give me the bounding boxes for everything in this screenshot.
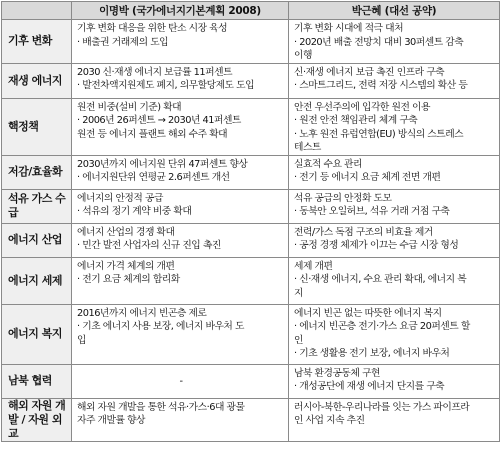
table-row xyxy=(2,98,500,155)
cell-line: 에너지 산업의 경쟁 확대 xyxy=(77,226,175,238)
cell-line: · 개성공단에 재생 에너지 단지를 구축 xyxy=(294,381,445,392)
cell-right xyxy=(289,398,500,441)
header-left: 이명박 (국가에너지기본계획 2008) xyxy=(72,2,289,20)
header-right: 박근혜 (대선 공약) xyxy=(289,2,500,20)
cell-left xyxy=(72,398,289,441)
table-row xyxy=(2,398,500,441)
row-category: 에너지 복지 xyxy=(2,304,72,364)
cell-line: 자주 개발률 향상 xyxy=(77,415,145,426)
table-row xyxy=(2,189,500,223)
cell-line: 원전 비중(설비 기준) 확대 xyxy=(77,101,182,113)
cell-line: 해외 자원 개발을 통한 석유·가스·6대 광물 xyxy=(77,401,245,413)
header-category xyxy=(2,2,72,20)
header-row xyxy=(2,2,500,20)
cell-line: · 전기 등 에너지 요금 체계 전면 개편 xyxy=(294,172,441,183)
cell-line: 기후 변화 대응을 위한 탄소 시장 육성 xyxy=(77,23,228,34)
cell-right xyxy=(289,304,500,364)
cell-line: · 2006년 26퍼센트 → 2030년 41퍼센트 xyxy=(77,115,241,126)
cell-left xyxy=(72,98,289,155)
cell-line: 입 xyxy=(77,334,86,346)
cell-line: 원전 등 에너지 플랜트 해외 수주 확대 xyxy=(77,128,228,140)
cell-line: - xyxy=(179,376,183,388)
cell-line: · 2020년 배출 전망치 대비 30퍼센트 감축 xyxy=(294,36,464,48)
cell-line: 세제 개편 xyxy=(294,260,333,272)
cell-right xyxy=(289,155,500,189)
table-row xyxy=(2,364,500,398)
cell-left xyxy=(72,257,289,304)
cell-line: · 민간 발전 사업자의 신규 진입 촉진 xyxy=(77,240,221,251)
cell-left xyxy=(72,304,289,364)
cell-line: · 공정 경쟁 체제가 이끄는 수급 시장 형성 xyxy=(294,240,459,251)
cell-line: 신·재생 에너지 보급 촉진 인프라 구축 xyxy=(294,66,445,78)
cell-line: 기후 변화 시대에 적극 대처 xyxy=(294,23,404,34)
cell-left xyxy=(72,20,289,64)
table-row xyxy=(2,20,500,64)
cell-right xyxy=(289,20,500,64)
table-row xyxy=(2,155,500,189)
cell-line: 인 사업 지속 추진 xyxy=(294,415,365,426)
cell-line: 2030년까지 에너지원 단위 47퍼센트 향상 xyxy=(77,158,248,170)
cell-right xyxy=(289,364,500,398)
row-category: 에너지 세제 xyxy=(2,257,72,304)
row-category: 핵정책 xyxy=(2,98,72,155)
table-row xyxy=(2,223,500,257)
cell-right xyxy=(289,98,500,155)
comparison-table xyxy=(1,1,500,442)
cell-line: · 에너지 빈곤층 전기·가스 요금 20퍼센트 할 xyxy=(294,321,470,332)
table-row xyxy=(2,304,500,364)
cell-right xyxy=(289,63,500,98)
cell-line: 2030 신·재생 에너지 보급률 11퍼센트 xyxy=(77,66,233,78)
cell-line: 에너지의 안정적 공급 xyxy=(77,192,163,204)
table-row xyxy=(2,257,500,304)
row-category: 기후 변화 xyxy=(2,20,72,64)
cell-line: 지 xyxy=(294,287,303,299)
policy-comparison xyxy=(1,1,499,467)
cell-line: · 원전 안전 책임관리 체계 구축 xyxy=(294,115,418,126)
cell-left xyxy=(72,364,289,398)
table-row xyxy=(2,63,500,98)
row-category: 석유 가스 수급 xyxy=(2,189,72,223)
cell-left xyxy=(72,155,289,189)
cell-right xyxy=(289,257,500,304)
cell-line: 안전 우선주의에 입각한 원전 이용 xyxy=(294,101,430,113)
cell-line: · 노후 원전 유럽연합(EU) 방식의 스트레스 xyxy=(294,128,464,140)
cell-line: · 석유의 정기 계약 비중 확대 xyxy=(77,206,192,217)
cell-line: 인 xyxy=(294,334,303,346)
cell-line: 이행 xyxy=(294,50,312,61)
cell-line: · 동북안 오일허브, 석유 거래 거점 구축 xyxy=(294,206,450,217)
row-category: 에너지 산업 xyxy=(2,223,72,257)
cell-line: 에너지 빈곤 없는 따뜻한 에너지 복지 xyxy=(294,307,442,319)
cell-line: 테스트 xyxy=(294,142,321,153)
cell-line: 러시아-북한-우리나라를 잇는 가스 파이프라 xyxy=(294,401,470,413)
cell-line: · 기초 생활용 전기 보장, 에너지 바우처 xyxy=(294,348,450,359)
cell-line: 2016년까지 에너지 빈곤층 제로 xyxy=(77,307,207,319)
cell-line: 석유 공급의 안정화 도모 xyxy=(294,192,392,204)
row-category: 해외 자원 개발 / 자원 외교 xyxy=(2,398,72,441)
cell-line: · 기초 에너지 사용 보장, 에너지 바우처 도 xyxy=(77,321,244,332)
cell-line: 실효적 수요 관리 xyxy=(294,158,362,170)
cell-line: 남북 환경공동체 구현 xyxy=(294,367,380,379)
cell-line: · 전기 요금 체계의 합리화 xyxy=(77,274,180,285)
cell-line: · 에너지원단위 연평균 2.6퍼센트 개선 xyxy=(77,172,230,183)
cell-line: · 스마트그리드, 전력 저장 시스템의 확산 등 xyxy=(294,80,468,91)
row-category: 남북 협력 xyxy=(2,364,72,398)
row-category: 재생 에너지 xyxy=(2,63,72,98)
row-category: 저감/효율화 xyxy=(2,155,72,189)
cell-left xyxy=(72,189,289,223)
cell-left xyxy=(72,223,289,257)
cell-line: · 신·재생 에너지, 수요 관리 확대, 에너지 복 xyxy=(294,274,467,285)
cell-right xyxy=(289,223,500,257)
cell-line: · 배출권 거래제의 도입 xyxy=(77,36,169,48)
cell-line: 전력/가스 독점 구조의 비효율 제거 xyxy=(294,226,433,238)
cell-line: 에너지 가격 체계의 개편 xyxy=(77,260,175,272)
cell-right xyxy=(289,189,500,223)
cell-line: · 발전차액지원제도 폐지, 의무할당제도 도입 xyxy=(77,80,255,91)
cell-left xyxy=(72,63,289,98)
